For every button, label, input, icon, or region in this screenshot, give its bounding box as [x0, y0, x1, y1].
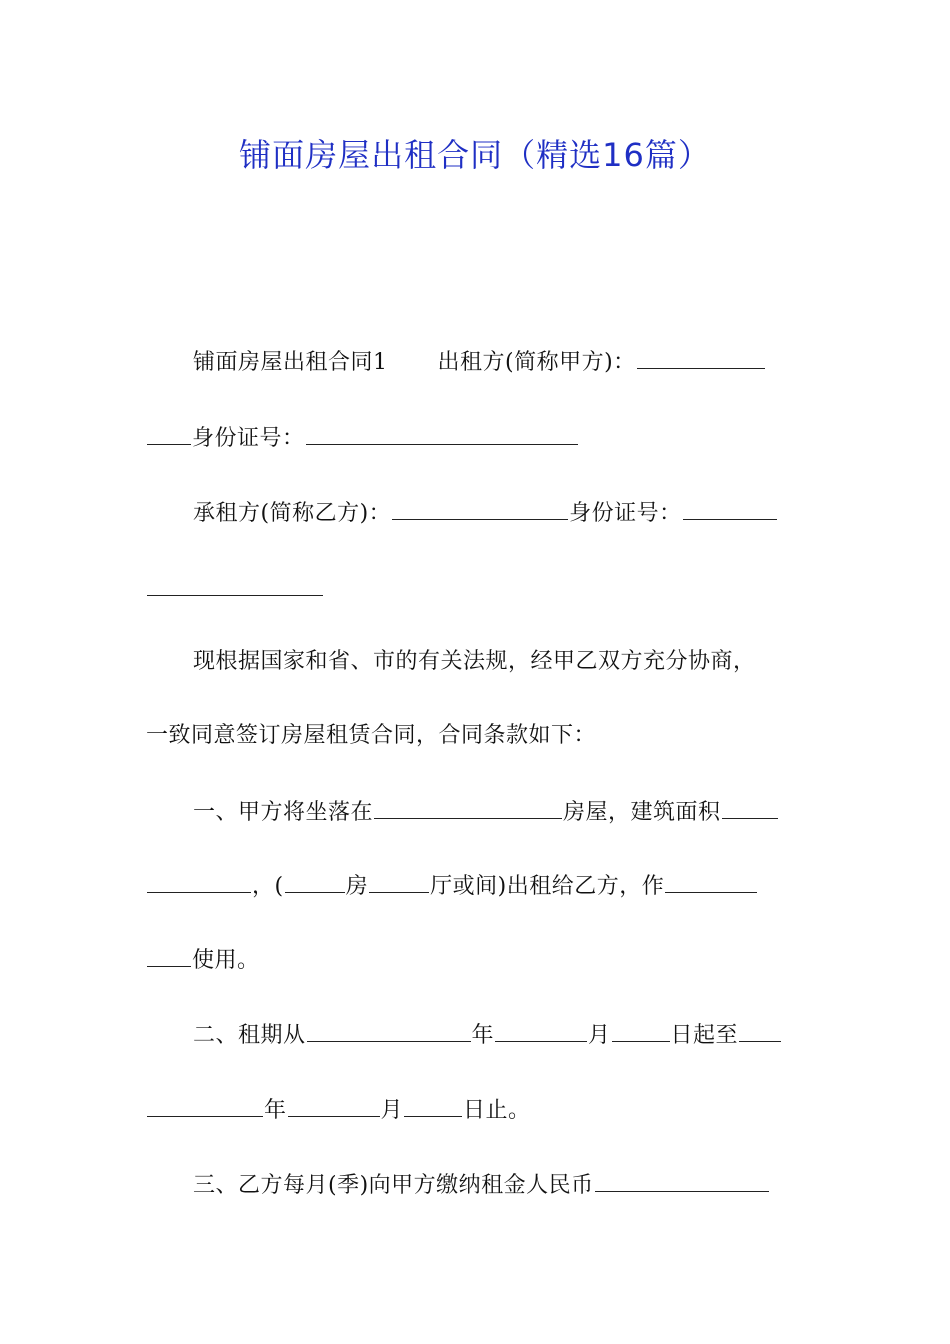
lessee-id-label: 身份证号：	[569, 501, 682, 526]
lessor-id-blank	[306, 422, 578, 445]
paragraph-line	[146, 870, 808, 902]
usage-blank	[665, 870, 757, 893]
start-year-blank	[307, 1019, 471, 1042]
lessor-blank	[637, 346, 765, 369]
lessee-label: 承租方(简称乙方)：	[193, 501, 392, 526]
lessor-blank-cont	[147, 422, 191, 445]
paragraph-line	[193, 1169, 808, 1201]
start-month-blank	[495, 1019, 587, 1042]
paragraph-line	[193, 497, 808, 529]
clause-1-usage: 使用。	[192, 948, 260, 973]
start-day-blank	[612, 1019, 670, 1042]
clause-1-rent-to: 厅或间)出租给乙方，作	[430, 874, 665, 899]
lessee-id-blank	[683, 497, 777, 520]
lessor-id-label: 身份证号：	[192, 426, 305, 451]
rent-amount-blank	[595, 1169, 769, 1192]
end-day-blank	[404, 1094, 462, 1117]
paragraph-line	[193, 346, 808, 378]
clause-1-area-label: 房屋，建筑面积	[563, 800, 721, 825]
start-year-label: 年	[471, 1023, 495, 1048]
clause-1-text: 一、甲方将坐落在	[193, 800, 374, 825]
lessee-id-blank-cont	[147, 573, 323, 596]
paragraph-line	[193, 647, 808, 677]
paragraph-line	[146, 573, 808, 605]
hall-count-blank	[369, 870, 429, 893]
clause-1-room-open: ，(	[252, 874, 284, 899]
paragraph-line	[193, 1019, 808, 1051]
paragraph-line	[146, 1094, 808, 1126]
clause-1-room-label: 房	[345, 874, 369, 899]
location-blank	[374, 796, 562, 819]
paragraph-line	[146, 422, 808, 454]
end-day-label: 日止。	[463, 1098, 531, 1123]
usage-blank-cont	[147, 944, 191, 967]
preamble-text: 现根据国家和省、市的有关法规，经甲乙双方充分协商，	[193, 649, 756, 674]
paragraph-line	[146, 721, 808, 751]
start-day-label: 日起至	[670, 1023, 739, 1048]
preamble-text-cont: 一致同意签订房屋租赁合同，合同条款如下：	[146, 723, 597, 748]
paragraph-line	[193, 796, 808, 828]
clause-2-text: 二、租期从	[193, 1023, 306, 1048]
end-month-blank	[288, 1094, 380, 1117]
area-blank-cont	[147, 870, 251, 893]
end-year-label: 年	[264, 1098, 287, 1123]
document-title: 铺面房屋出租合同（精选16篇）	[239, 136, 711, 174]
lessor-label: 出租方(简称甲方)：	[437, 350, 636, 375]
end-year-blank	[739, 1019, 781, 1042]
area-blank	[722, 796, 778, 819]
end-month-label: 月	[380, 1098, 404, 1123]
contract-heading: 铺面房屋出租合同1	[193, 350, 388, 375]
room-count-blank	[285, 870, 345, 893]
lessee-blank	[392, 497, 568, 520]
paragraph-line	[146, 944, 808, 976]
clause-3-text: 三、乙方每月(季)向甲方缴纳租金人民币	[193, 1173, 594, 1198]
start-month-label: 月	[588, 1023, 611, 1048]
end-year-blank-cont	[147, 1094, 263, 1117]
